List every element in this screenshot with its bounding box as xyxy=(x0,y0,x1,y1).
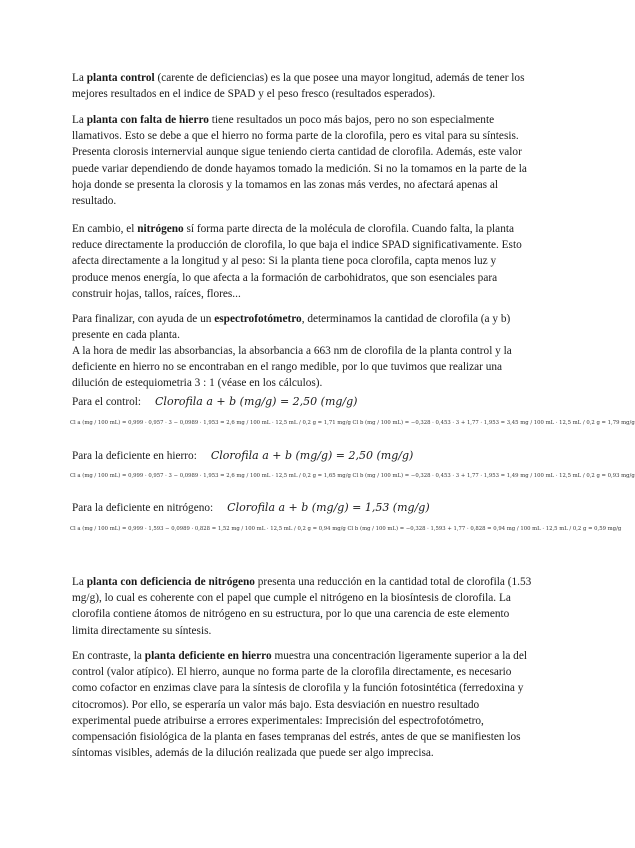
paragraph-iron-deficiency xyxy=(72,648,532,761)
bold-term: planta con falta de hierro xyxy=(86,114,209,126)
text: A la hora de medir las absorbancias, la absorbancia a 663 nm de clorofila de la planta control y la deficiente en hierro no se encontraban en el rango medible, por lo que tuvimos que realizar una dilución de estequiometria 3 : 1 (véase en los cálculos). xyxy=(72,345,512,390)
text: La xyxy=(72,114,87,126)
calc-control xyxy=(70,412,635,434)
result-label: Para el control: xyxy=(72,396,142,408)
text: , determinamos la cantidad de clorofila (a y b) presente en cada planta. xyxy=(72,313,511,342)
calc-text: Cl a (mg / 100 mL) = 0,999 · 0,957 · 3 − 0,0989 · 1,953 = 2,6 mg / 100 mL · 12,5 mL / 0,2 g = 1,65 mg/g Cl b (mg / 100 mL) = −0,328 · 0,453 · 3 + 1,77 · 1,953 = 1,49 mg / 100 mL · 12,5 mL / 0,2 g = 0,93 mg/g xyxy=(70,473,635,479)
text: Para finalizar, con ayuda de un xyxy=(72,313,215,325)
paragraph-spectrophotometer xyxy=(72,311,532,343)
result-nitrogen xyxy=(72,500,430,516)
result-formula: Clorofila a + b (mg/g) = 2,50 (mg/g) xyxy=(210,449,414,462)
result-label: Para la deficiente en hierro: xyxy=(72,450,197,462)
result-label: Para la deficiente en nitrógeno: xyxy=(72,502,214,514)
result-control xyxy=(72,394,357,410)
paragraph-nitrogen xyxy=(72,221,532,302)
result-iron xyxy=(72,448,413,464)
paragraph-absorbance xyxy=(72,343,532,392)
text: (carente de deficiencias) es la que posee una mayor longitud, además de tener los mejores resultados en el indice de SPAD y el peso fresco (resultados esperados). xyxy=(72,72,525,101)
bold-term: planta control xyxy=(86,72,155,84)
bold-term: planta con deficiencia de nitrógeno xyxy=(86,576,255,588)
bold-term: planta deficiente en hierro xyxy=(144,650,272,662)
text: La xyxy=(72,576,87,588)
text: presenta una reducción en la cantidad total de clorofila (1.53 mg/g), lo cual es coherente con el papel que cumple el nitrógeno en la biosíntesis de clorofila. La clorofila contiene átomos de nitrógeno en su estructura, por lo que una carencia de este elemento limita directamente su síntesis. xyxy=(72,576,532,637)
bold-term: nitrógeno xyxy=(137,223,184,235)
bold-term: espectrofotómetro xyxy=(214,313,302,325)
paragraph-nitrogen-deficiency xyxy=(72,574,532,639)
text: En cambio, el xyxy=(72,223,138,235)
calc-text: Cl a (mg / 100 mL) = 0,999 · 0,957 · 3 − 0,0989 · 1,953 = 2,6 mg / 100 mL · 12,5 mL / 0,2 g = 1,71 mg/g Cl b (mg / 100 mL) = −0,328 · 0,453 · 3 + 1,77 · 1,953 = 3,45 mg / 100 mL · 12,5 mL / 0,2 g = 1,79 mg/g xyxy=(70,420,635,426)
paragraph-iron xyxy=(72,112,532,209)
result-formula: Clorofila a + b (mg/g) = 1,53 (mg/g) xyxy=(227,501,430,514)
calc-nitrogen xyxy=(70,518,622,540)
calc-iron xyxy=(70,465,635,487)
paragraph-control xyxy=(72,70,532,102)
calc-text: Cl a (mg / 100 mL) = 0,999 · 1,593 − 0,0989 · 0,828 = 1,52 mg / 100 mL · 12,5 mL / 0,2 g = 0,94 mg/g Cl b (mg / 100 mL) = −0,328 · 1,593 + 1,77 · 0,828 = 0,94 mg / 100 mL · 12,5 mL / 0,2 g = 0,59 mg/g xyxy=(70,526,622,532)
text: sí forma parte directa de la molécula de clorofila. Cuando falta, la planta reduce directamente la producción de clorofila, lo que baja el indice SPAD significativamente. Esto afecta directamente a la longitud y al peso: Si la planta tiene poca clorofila, capta menos luz y produce menos energía, lo que afecta a la formación de carbohidratos, que son esenciales para construir hojas, tallos, raíces, flores... xyxy=(72,223,522,300)
text: En contraste, la xyxy=(72,650,145,662)
text: tiene resultados un poco más bajos, pero no son especialmente llamativos. Esto se debe a que el hierro no forma parte de la clorofila, pero es vital para su síntesis. Presenta clorosis internervial aunque sigue teniendo cierta cantidad de clorofila. Además, este valor puede variar dependiendo de donde hayamos tomado la medición. Si no la tomamos en la parte de la hoja donde se presenta la clorosis y la tomamos en las zonas más verdes, no afectará apenas al resultado. xyxy=(72,114,527,208)
text: La xyxy=(72,72,87,84)
result-formula: Clorofila a + b (mg/g) = 2,50 (mg/g) xyxy=(155,395,358,408)
text: muestra una concentración ligeramente superior a la del control (valor atípico). El hierro, aunque no forma parte de la clorofila directamente, es necesario como cofactor en enzimas clave para la síntesis de clorofila y la función fotosintética (ferredoxina y citocromos). Por ello, se esperaría un valor más bajo. Esta desviación en nuestro resultado experimental puede atribuirse a errores experimentales: Imprecisión del espectrofotómetro, compensación fisiológica de la planta en fases tempranas del estrés, antes de que se manifiesten los síntomas visibles, además de la dilución realizada que puede ser algo imprecisa. xyxy=(72,650,527,760)
